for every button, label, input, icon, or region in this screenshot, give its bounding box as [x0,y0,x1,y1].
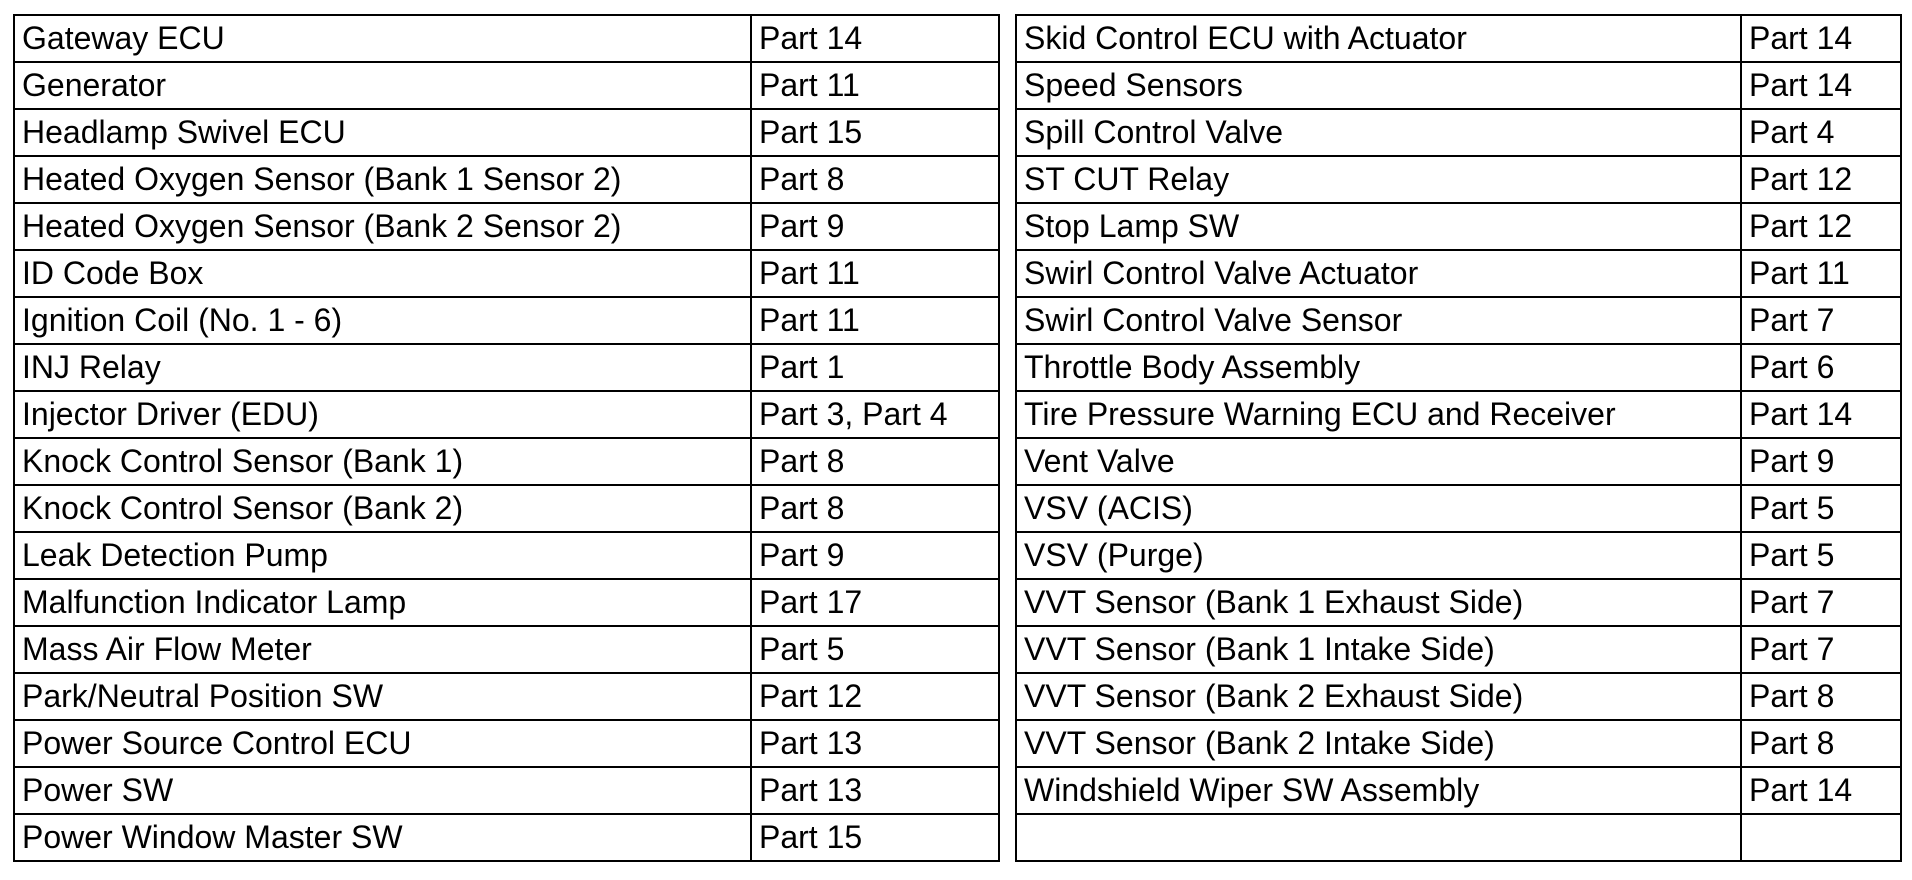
part-reference-cell [1741,814,1901,861]
part-reference-cell: Part 13 [751,767,999,814]
table-row [1016,579,1901,626]
part-reference-cell: Part 6 [1741,344,1901,391]
component-name-cell: Stop Lamp SW [1016,203,1741,250]
table-row [14,814,999,861]
part-reference-cell: Part 8 [751,438,999,485]
table-row [1016,673,1901,720]
table-row [14,297,999,344]
component-name-cell: Speed Sensors [1016,62,1741,109]
component-name-cell: VSV (ACIS) [1016,485,1741,532]
component-name-cell: Generator [14,62,751,109]
part-reference-cell: Part 14 [751,15,999,62]
table-row [1016,532,1901,579]
component-name-cell: Skid Control ECU with Actuator [1016,15,1741,62]
component-name-cell: Power Window Master SW [14,814,751,861]
component-name-cell: VVT Sensor (Bank 2 Intake Side) [1016,720,1741,767]
part-reference-cell: Part 5 [751,626,999,673]
table-row [14,156,999,203]
part-reference-cell: Part 7 [1741,579,1901,626]
table-row [14,673,999,720]
component-name-cell: INJ Relay [14,344,751,391]
component-name-cell: Swirl Control Valve Sensor [1016,297,1741,344]
table-row [14,344,999,391]
part-reference-cell: Part 14 [1741,62,1901,109]
component-name-cell [1016,814,1741,861]
part-reference-cell: Part 7 [1741,626,1901,673]
component-name-cell: VVT Sensor (Bank 1 Exhaust Side) [1016,579,1741,626]
table-row-empty [1016,814,1901,861]
part-reference-cell: Part 17 [751,579,999,626]
table-row [1016,626,1901,673]
table-row [1016,297,1901,344]
part-reference-cell: Part 9 [751,203,999,250]
part-reference-cell: Part 14 [1741,767,1901,814]
table-row [14,15,999,62]
component-name-cell: Leak Detection Pump [14,532,751,579]
part-reference-cell: Part 11 [751,250,999,297]
part-reference-cell: Part 8 [1741,720,1901,767]
component-name-cell: Gateway ECU [14,15,751,62]
part-reference-cell: Part 8 [751,485,999,532]
part-reference-cell: Part 11 [1741,250,1901,297]
table-row [1016,344,1901,391]
part-reference-cell: Part 8 [1741,673,1901,720]
part-reference-cell: Part 5 [1741,485,1901,532]
table-row [1016,438,1901,485]
component-name-cell: Heated Oxygen Sensor (Bank 1 Sensor 2) [14,156,751,203]
component-name-cell: Malfunction Indicator Lamp [14,579,751,626]
component-name-cell: Knock Control Sensor (Bank 1) [14,438,751,485]
part-reference-cell: Part 9 [751,532,999,579]
part-reference-cell: Part 5 [1741,532,1901,579]
component-name-cell: VSV (Purge) [1016,532,1741,579]
part-reference-cell: Part 14 [1741,391,1901,438]
part-reference-cell: Part 9 [1741,438,1901,485]
table-row [14,626,999,673]
part-reference-cell: Part 12 [1741,203,1901,250]
table-row [1016,720,1901,767]
component-name-cell: Tire Pressure Warning ECU and Receiver [1016,391,1741,438]
part-reference-cell: Part 11 [751,297,999,344]
component-name-cell: Power SW [14,767,751,814]
part-reference-cell: Part 7 [1741,297,1901,344]
component-name-cell: VVT Sensor (Bank 1 Intake Side) [1016,626,1741,673]
component-name-cell: Headlamp Swivel ECU [14,109,751,156]
part-reference-cell: Part 15 [751,814,999,861]
component-name-cell: Power Source Control ECU [14,720,751,767]
component-name-cell: Spill Control Valve [1016,109,1741,156]
part-reference-cell: Part 13 [751,720,999,767]
table-row [1016,156,1901,203]
component-name-cell: Swirl Control Valve Actuator [1016,250,1741,297]
part-reference-cell: Part 11 [751,62,999,109]
component-name-cell: ST CUT Relay [1016,156,1741,203]
component-index-table-right [1015,14,1902,862]
component-name-cell: Injector Driver (EDU) [14,391,751,438]
table-row [14,532,999,579]
table-row [14,391,999,438]
component-name-cell: Vent Valve [1016,438,1741,485]
part-reference-cell: Part 1 [751,344,999,391]
part-reference-cell: Part 12 [751,673,999,720]
table-row [1016,391,1901,438]
table-row [14,485,999,532]
component-name-cell: Ignition Coil (No. 1 - 6) [14,297,751,344]
table-row [14,720,999,767]
table-row [1016,62,1901,109]
table-row [14,250,999,297]
part-reference-cell: Part 12 [1741,156,1901,203]
table-row [14,109,999,156]
part-reference-cell: Part 3, Part 4 [751,391,999,438]
component-name-cell: ID Code Box [14,250,751,297]
part-reference-cell: Part 14 [1741,15,1901,62]
table-row [1016,250,1901,297]
table-row [1016,485,1901,532]
part-reference-cell: Part 15 [751,109,999,156]
component-name-cell: Knock Control Sensor (Bank 2) [14,485,751,532]
table-row [1016,767,1901,814]
table-row [1016,15,1901,62]
table-row [14,767,999,814]
component-name-cell: VVT Sensor (Bank 2 Exhaust Side) [1016,673,1741,720]
component-name-cell: Heated Oxygen Sensor (Bank 2 Sensor 2) [14,203,751,250]
table-body-left [14,15,999,861]
table-row [1016,203,1901,250]
table-row [14,579,999,626]
table-row [14,203,999,250]
part-reference-cell: Part 4 [1741,109,1901,156]
table-body-right [1016,15,1901,861]
table-row [14,438,999,485]
component-name-cell: Throttle Body Assembly [1016,344,1741,391]
component-name-cell: Park/Neutral Position SW [14,673,751,720]
table-row [1016,109,1901,156]
part-reference-cell: Part 8 [751,156,999,203]
component-name-cell: Mass Air Flow Meter [14,626,751,673]
component-name-cell: Windshield Wiper SW Assembly [1016,767,1741,814]
component-index-table-left [13,14,1000,862]
table-row [14,62,999,109]
